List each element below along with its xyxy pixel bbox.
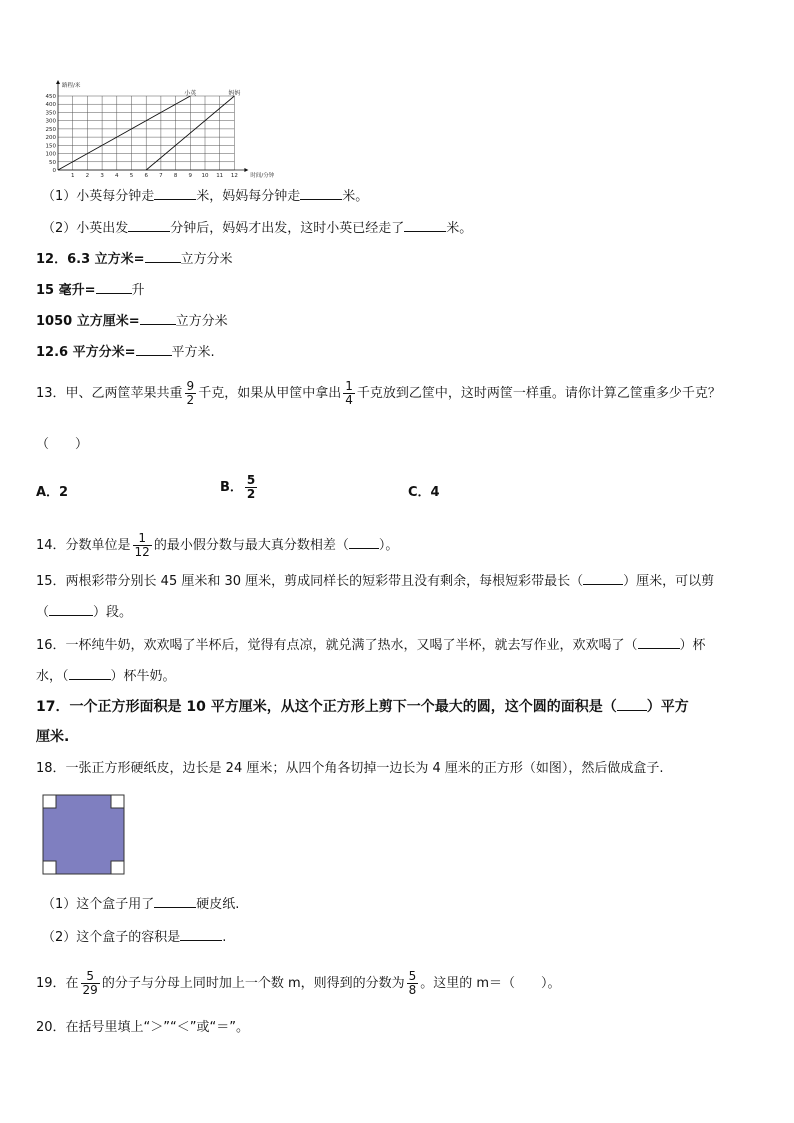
q11-part1: （1）小英每分钟走 米，妈妈每分钟走 米。	[42, 186, 368, 206]
answer-blank[interactable]	[349, 535, 379, 549]
fraction: $\frac{5}{29}$	[82, 969, 98, 997]
answer-blank[interactable]	[300, 186, 342, 200]
y-tick-label: 450	[45, 94, 56, 100]
x-tick-label: 9	[188, 173, 193, 179]
square-cardboard-diagram	[42, 794, 126, 876]
fraction: $\frac{5}{8}$	[408, 969, 417, 997]
x-axis-label: 时间/分钟	[250, 173, 275, 179]
q14-stem: 14．分数单位是 $\frac{1}{12}$ 的最小假分数与最大真分数相差（ ）。	[36, 531, 399, 559]
q18-part2: （2）这个盒子的容积是 .	[42, 927, 226, 947]
q13-stem: 13．甲、乙两筐苹果共重 $\frac{9}{2}$ 千克，如果从甲筐中拿出 $\frac{1}{4}$ 千克放到乙筐中，这时两筐一样重。请你计算乙筐重多少千克？	[36, 379, 721, 407]
x-tick-label: 10	[201, 173, 209, 179]
y-axis-label: 路程/米	[62, 83, 81, 89]
q17-stem-line1: 17．一个正方形面积是 10 平方厘米，从这个正方形上剪下一个最大的圆，这个圆的面积是（ ）平方	[36, 699, 689, 715]
q20-stem: 20．在括号里填上“＞”“＜”或“＝”。	[36, 1020, 249, 1035]
x-tick-label: 12	[230, 173, 238, 179]
q11-part2: （2）小英出发 分钟后，妈妈才出发，这时小英已经走了 米。	[42, 218, 472, 238]
answer-blank[interactable]	[583, 571, 623, 585]
answer-blank[interactable]	[154, 894, 196, 908]
q12-line4: 12.6 平方分米= 平方米.	[36, 342, 215, 362]
x-tick-label: 2	[85, 173, 90, 179]
q18-part1: （1）这个盒子用了 硬皮纸.	[42, 894, 239, 914]
q13-option-c[interactable]: C．4	[408, 485, 440, 500]
answer-blank[interactable]	[140, 311, 176, 325]
q12-line1: 12．6.3 立方米= 立方分米	[36, 249, 233, 269]
y-axis-arrow	[56, 80, 60, 84]
fraction: $\frac{1}{12}$	[134, 531, 150, 559]
fraction: $\frac{1}{4}$	[345, 379, 353, 407]
answer-blank[interactable]	[128, 218, 170, 232]
answer-blank[interactable]	[154, 186, 196, 200]
q12-line2: 15 毫升= 升	[36, 280, 145, 300]
y-tick-label: 0	[52, 168, 56, 174]
chart-grid	[56, 80, 248, 172]
q12-line3: 1050 立方厘米= 立方分米	[36, 311, 228, 331]
answer-blank[interactable]	[96, 280, 132, 294]
answer-blank[interactable]	[136, 342, 172, 356]
fraction: $\frac{9}{2}$	[186, 379, 195, 407]
answer-blank[interactable]	[404, 218, 446, 232]
x-tick-label: 8	[173, 173, 178, 179]
y-tick-label: 150	[45, 143, 56, 150]
answer-blank[interactable]	[145, 249, 181, 263]
q13-answer-paren[interactable]: （ ）	[36, 437, 89, 452]
answer-blank[interactable]	[617, 697, 647, 711]
q13-option-a[interactable]: A．2	[36, 485, 69, 500]
answer-blank[interactable]	[49, 602, 93, 616]
y-tick-label: 250	[45, 126, 56, 133]
x-tick-label: 1	[70, 173, 75, 179]
y-tick-label: 50	[49, 159, 56, 166]
x-tick-label: 5	[129, 173, 134, 179]
q15-stem-line1: 15．两根彩带分别长 45 厘米和 30 厘米，剪成同样长的短彩带且没有剩余，每根短彩带最长（ ）厘米，可以剪	[36, 571, 714, 591]
series-line-1	[58, 96, 190, 170]
x-tick-label: 11	[216, 173, 224, 179]
q17-stem-line2: 厘米.	[36, 729, 70, 745]
y-tick-label: 350	[45, 110, 56, 117]
fraction: $\frac{5}{2}$	[246, 473, 256, 501]
x-tick-label: 4	[115, 173, 119, 179]
x-tick-label: 7	[159, 173, 163, 179]
q13-option-b[interactable]: B． $\frac{5}{2}$	[220, 473, 256, 501]
q18-stem: 18．一张正方形硬纸皮，边长是 24 厘米；从四个角各切掉一边长为 4 厘米的正方形（如图），然后做成盒子.	[36, 761, 664, 776]
q16-stem-line2: 水，（ ）杯牛奶。	[36, 666, 176, 686]
series-name-label: 妈妈	[228, 90, 241, 97]
answer-blank[interactable]	[638, 635, 680, 649]
x-tick-label: 3	[100, 173, 104, 179]
answer-blank[interactable]	[180, 927, 222, 941]
x-axis-arrow	[244, 168, 248, 172]
distance-time-chart	[28, 80, 278, 180]
x-tick-label: 6	[144, 173, 148, 179]
chart-ticks	[46, 94, 238, 179]
q16-stem-line1: 16．一杯纯牛奶，欢欢喝了半杯后，觉得有点凉，就兑满了热水，又喝了半杯，就去写作业，欢欢喝了（ ）杯	[36, 635, 706, 655]
series-name-label: 小英	[184, 90, 197, 97]
y-tick-label: 400	[45, 102, 56, 109]
q19-stem: 19．在 $\frac{5}{29}$ 的分子与分母上同时加上一个数 m，则得到的分数为 $\frac{5}{8}$ 。这里的 m＝（ ）。	[36, 969, 561, 997]
y-tick-label: 300	[45, 118, 56, 125]
y-tick-label: 200	[45, 135, 56, 142]
answer-blank[interactable]	[69, 666, 111, 680]
y-tick-label: 100	[45, 151, 56, 158]
chart-labels	[62, 81, 275, 179]
q15-stem-line2: （ ）段。	[36, 602, 132, 622]
